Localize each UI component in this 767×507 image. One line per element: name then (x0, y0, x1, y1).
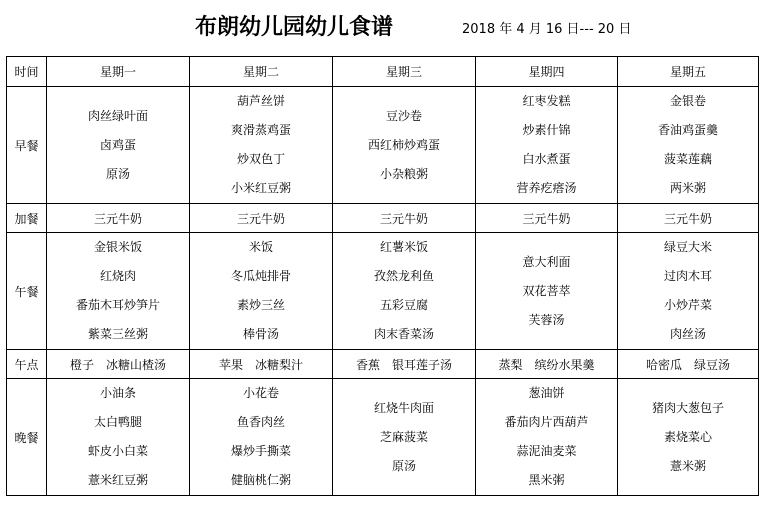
dish: 五彩豆腐 (379, 298, 428, 312)
dish: 芝麻菠菜 (379, 429, 428, 444)
dish: 金银米饭 (93, 240, 142, 254)
menu-cell (476, 87, 618, 204)
menu-cell (47, 87, 190, 204)
menu-cell (47, 233, 190, 350)
soup: 绿豆汤 (694, 357, 731, 372)
fruit: 蒸梨 (498, 357, 523, 372)
dish: 红烧牛肉面 (373, 400, 434, 415)
menu-cell (190, 350, 333, 379)
dish: 葱油饼 (528, 386, 565, 400)
menu-cell (190, 379, 333, 496)
dish: 素烧菜心 (663, 429, 712, 444)
time-header: 时间 (7, 57, 47, 87)
meal-label: 加餐 (7, 204, 47, 233)
dish: 太白鸭腿 (93, 415, 142, 429)
dish: 紫菜三丝粥 (87, 327, 148, 341)
menu-cell: 三元牛奶 (476, 204, 618, 233)
dish: 红枣发糕 (522, 94, 571, 108)
dish: 肉丝汤 (669, 327, 706, 341)
meal-label: 晚餐 (7, 379, 47, 496)
dish: 番茄木耳炒笋片 (75, 298, 160, 312)
dish: 小炒芹菜 (663, 298, 712, 312)
fruit: 苹果 (218, 357, 243, 372)
dish: 芙蓉汤 (528, 312, 565, 327)
dish: 小花卷 (242, 386, 279, 400)
soup: 冰糖山楂汤 (106, 357, 167, 372)
dish: 米饭 (248, 240, 273, 254)
page-title: 布朗幼儿园幼儿食谱 (195, 15, 394, 40)
dish: 绿豆大米 (663, 240, 712, 254)
dish: 炒素什锦 (522, 123, 571, 137)
menu-cell (618, 87, 759, 204)
menu-cell (333, 233, 476, 350)
dish: 冬瓜炖排骨 (230, 269, 291, 283)
dish: 白水煮蛋 (522, 152, 571, 166)
soup: 冰糖梨汁 (255, 357, 304, 372)
day-header: 星期三 (333, 57, 476, 87)
dish: 素炒三丝 (236, 298, 285, 312)
meal-label: 午餐 (7, 233, 47, 350)
dish: 葫芦丝饼 (236, 94, 285, 108)
menu-cell (618, 350, 759, 379)
menu-cell: 三元牛奶 (190, 204, 333, 233)
menu-cell (618, 233, 759, 350)
menu-cell: 三元牛奶 (47, 204, 190, 233)
menu-cell: 三元牛奶 (333, 204, 476, 233)
dish: 黑米粥 (528, 473, 565, 487)
menu-cell: 三元牛奶 (618, 204, 759, 233)
dish: 小杂粮粥 (379, 166, 428, 181)
dish: 两米粥 (669, 181, 706, 195)
soup: 缤纷水果羹 (534, 357, 595, 372)
menu-cell (333, 350, 476, 379)
dish: 原汤 (105, 166, 130, 181)
dish: 小油条 (99, 386, 136, 400)
dish: 豆沙卷 (385, 108, 422, 123)
day-header: 星期四 (476, 57, 618, 87)
menu-cell (47, 379, 190, 496)
dish: 鱼香肉丝 (236, 415, 285, 429)
menu-cell (476, 233, 618, 350)
meal-label: 早餐 (7, 87, 47, 204)
menu-cell (333, 87, 476, 204)
menu-cell (190, 233, 333, 350)
fruit: 橙子 (69, 357, 94, 372)
dish: 香油鸡蛋羹 (657, 123, 718, 137)
dish: 意大利面 (522, 254, 571, 269)
afternoon-row (7, 350, 759, 379)
menu-cell (476, 379, 618, 496)
dish: 西红柿炒鸡蛋 (367, 137, 440, 152)
dish: 卤鸡蛋 (99, 137, 136, 152)
snack-row (7, 204, 759, 233)
dish: 薏米红豆粥 (87, 473, 148, 487)
dish: 营养疙瘩汤 (516, 181, 577, 195)
meal-label: 午点 (7, 350, 47, 379)
menu-cell (333, 379, 476, 496)
breakfast-row (7, 87, 759, 204)
day-header: 星期五 (618, 57, 759, 87)
dish: 爆炒手撕菜 (230, 444, 291, 458)
fruit: 哈密瓜 (645, 357, 682, 372)
day-header: 星期二 (190, 57, 333, 87)
header-row (7, 57, 759, 87)
dish: 孜然龙利鱼 (373, 269, 434, 283)
dish: 过肉木耳 (663, 269, 712, 283)
dish: 肉末香菜汤 (373, 327, 434, 341)
dish: 双花菩萃 (522, 283, 571, 298)
dish: 小米红豆粥 (230, 181, 291, 195)
soup: 银耳莲子汤 (392, 357, 453, 372)
dish: 肉丝绿叶面 (87, 108, 148, 123)
dish: 棒骨汤 (242, 327, 279, 341)
dish: 红烧肉 (99, 269, 136, 283)
date-range: 2018 年 4 月 16 日--- 20 日 (462, 22, 632, 37)
dinner-row (7, 379, 759, 496)
dish: 猪肉大葱包子 (651, 400, 724, 415)
dish: 蒜泥油麦菜 (516, 444, 577, 458)
dish: 虾皮小白菜 (87, 444, 148, 458)
lunch-row (7, 233, 759, 350)
dish: 炒双色丁 (236, 152, 285, 166)
dish: 健脑桃仁粥 (230, 473, 291, 487)
fruit: 香蕉 (355, 357, 380, 372)
menu-table (6, 56, 759, 496)
menu-cell (618, 379, 759, 496)
dish: 番茄肉片西葫芦 (504, 415, 589, 429)
dish: 薏米粥 (669, 458, 706, 473)
dish: 金银卷 (669, 94, 706, 108)
dish: 菠菜莲藕 (663, 152, 712, 166)
menu-cell (476, 350, 618, 379)
dish: 红薯米饭 (379, 240, 428, 254)
day-header: 星期一 (47, 57, 190, 87)
dish: 爽滑蒸鸡蛋 (230, 123, 291, 137)
dish: 原汤 (391, 458, 416, 473)
menu-cell (190, 87, 333, 204)
menu-cell (47, 350, 190, 379)
